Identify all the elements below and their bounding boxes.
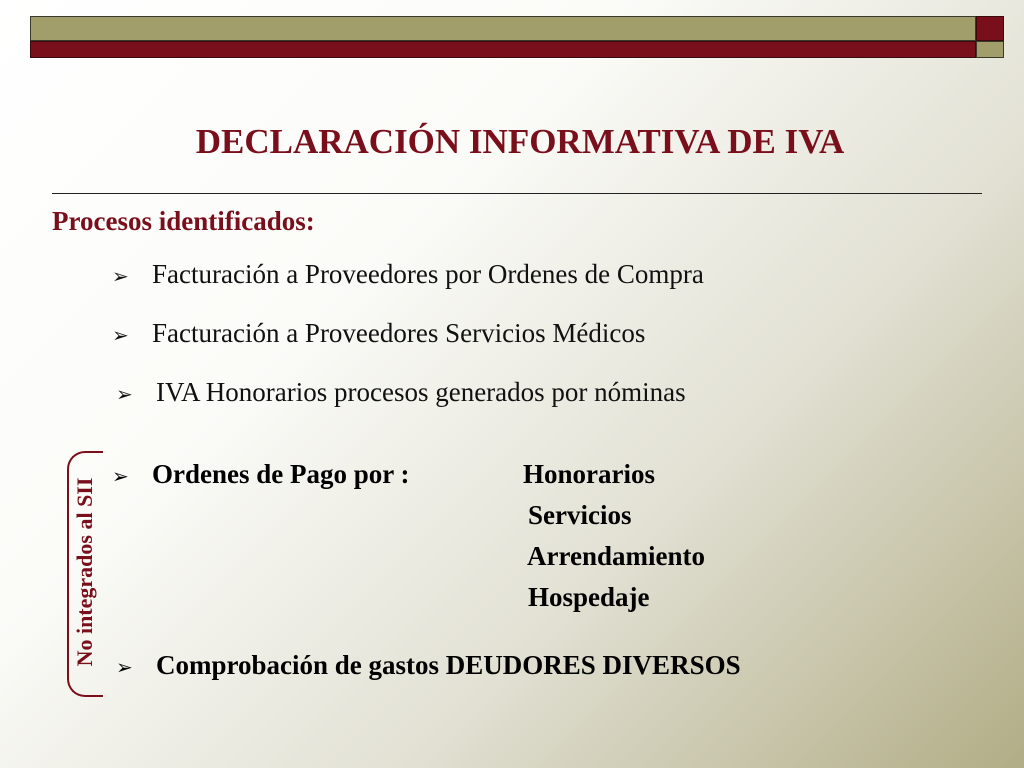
side-label-vertical: No integrados al SII [72, 477, 97, 667]
bullet-comprobacion [116, 650, 741, 681]
bullet-item-3-text: IVA Honorarios procesos generados por nóminas [156, 377, 686, 407]
arrowhead-bullet-icon: ➢ [116, 655, 133, 679]
header-bar-maroon [30, 41, 976, 58]
title-divider [52, 193, 982, 194]
arrowhead-bullet-icon: ➢ [112, 323, 129, 347]
comprobacion-text: Comprobación de gastos DEUDORES DIVERSOS [156, 650, 741, 680]
bullet-ordenes-de-pago [112, 459, 410, 490]
header-corner-block [976, 16, 1004, 58]
category-servicios: Servicios [528, 500, 632, 530]
bullet-item-3 [116, 377, 686, 408]
corner-maroon-square [976, 16, 1004, 41]
section-subtitle: Procesos identificados: [52, 206, 315, 236]
corner-olive-square [976, 41, 1004, 58]
arrowhead-bullet-icon: ➢ [112, 464, 129, 488]
header-bar [30, 16, 976, 58]
bullet-item-1 [112, 259, 704, 290]
category-arrendamiento: Arrendamiento [527, 541, 705, 571]
slide-title: DECLARACIÓN INFORMATIVA DE IVA [195, 122, 845, 161]
bullet-item-1-text: Facturación a Proveedores por Ordenes de Compra [152, 259, 704, 289]
ordenes-label: Ordenes de Pago por : [152, 459, 410, 489]
arrowhead-bullet-icon: ➢ [112, 264, 129, 288]
arrowhead-bullet-icon: ➢ [116, 382, 133, 406]
bullet-item-2-text: Facturación a Proveedores Servicios Médicos [152, 318, 646, 348]
category-hospedaje: Hospedaje [528, 582, 650, 612]
category-honorarios: Honorarios [523, 459, 655, 489]
header-bar-olive [30, 16, 976, 41]
bullet-item-2 [112, 318, 645, 349]
